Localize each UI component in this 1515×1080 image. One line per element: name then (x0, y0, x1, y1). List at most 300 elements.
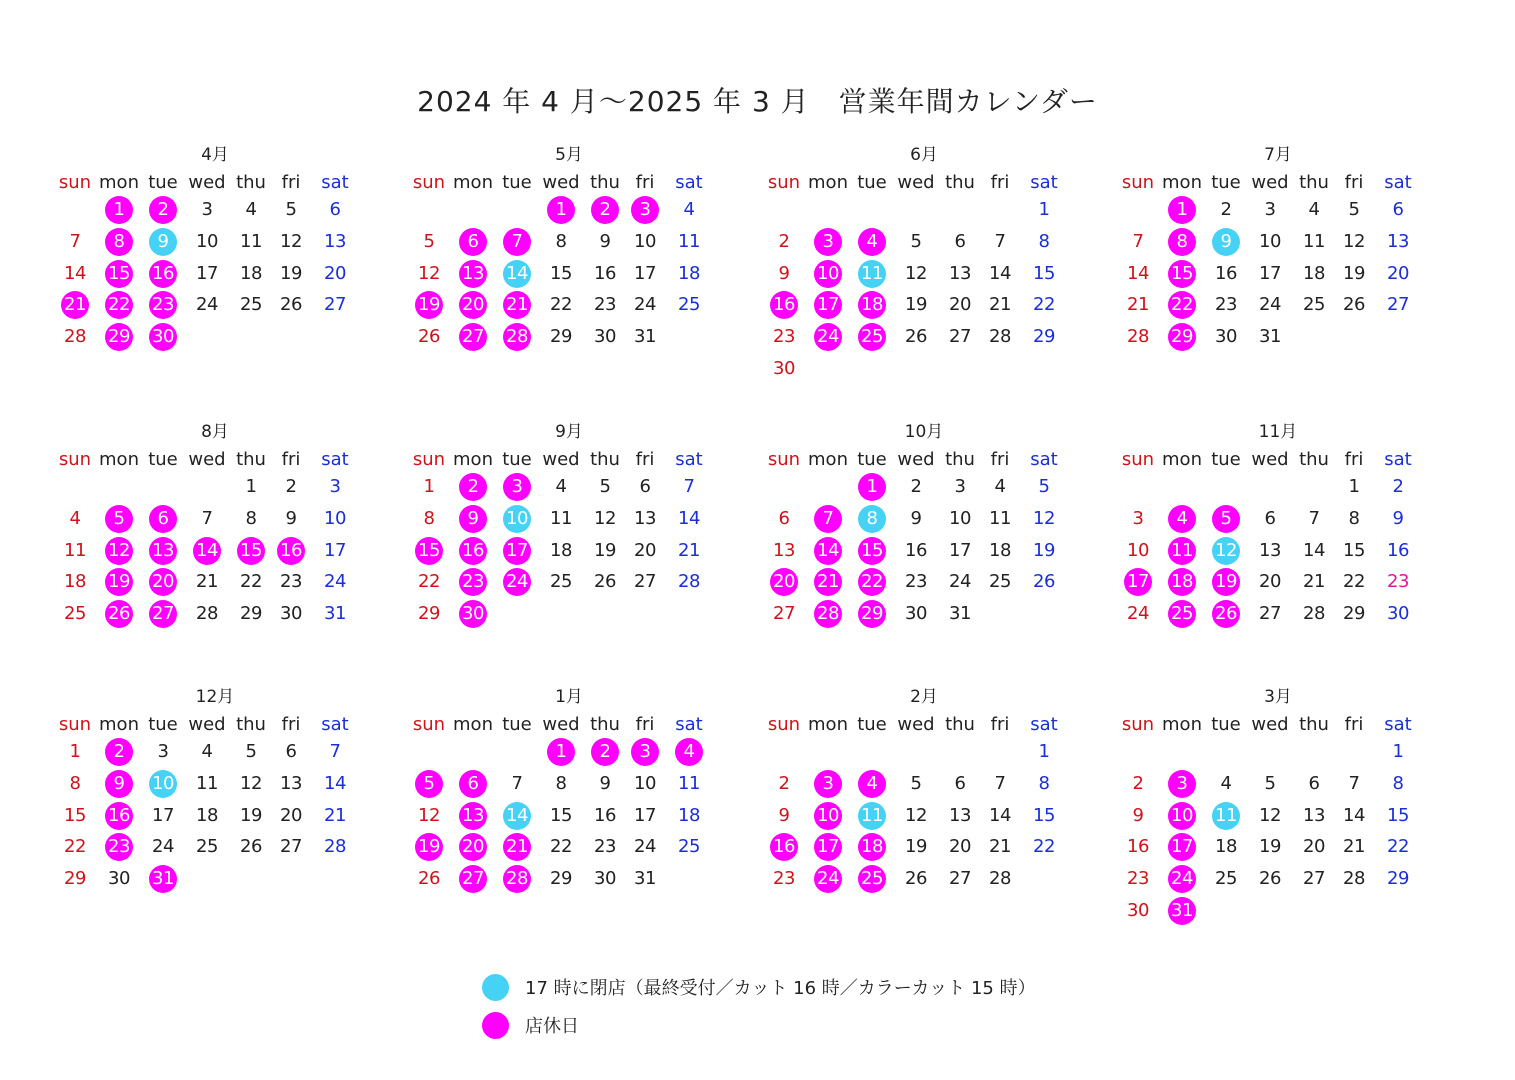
day-cell: 15 (1168, 260, 1196, 288)
day-cell: 14 (193, 537, 221, 565)
day-cell: 7 (503, 228, 531, 256)
day-cell: 9 (599, 772, 611, 794)
day-cell: 1 (1392, 741, 1404, 762)
day-cell: 8 (69, 772, 81, 794)
day-cell: 13 (949, 804, 971, 826)
day-cell: 30 (905, 603, 927, 625)
day-cell: 12 (418, 804, 440, 826)
day-cell: 15 (1343, 539, 1365, 561)
day-cell: 16 (905, 539, 927, 561)
day-cell: 23 (459, 568, 487, 596)
weekday-sun: sun (412, 449, 446, 470)
day-cell: 19 (415, 291, 443, 319)
day-cell: 11 (1303, 230, 1325, 252)
day-cell: 7 (814, 505, 842, 533)
day-cell: 29 (105, 323, 133, 351)
day-cell: 21 (1343, 836, 1365, 858)
day-cell: 5 (1348, 199, 1360, 220)
day-cell: 25 (196, 836, 218, 858)
day-cell: 11 (196, 772, 218, 794)
day-cell: 18 (240, 262, 262, 284)
weekday-tue: tue (1211, 714, 1241, 735)
legend-early-text: 17 時に閉店（最終受付／カット 16 時／カラーカット 15 時） (525, 978, 1036, 999)
day-cell: 14 (503, 260, 531, 288)
day-cell: 4 (675, 738, 703, 766)
weekday-fri: fri (990, 172, 1010, 193)
day-cell: 9 (778, 804, 790, 826)
weekday-tue: tue (1211, 172, 1241, 193)
day-cell: 4 (555, 476, 567, 497)
day-cell: 6 (149, 505, 177, 533)
day-cell: 19 (1343, 262, 1365, 284)
day-cell: 27 (773, 603, 795, 625)
day-cell: 20 (459, 291, 487, 319)
day-cell: 23 (1127, 868, 1149, 890)
day-cell: 12 (1259, 804, 1281, 826)
day-cell: 2 (591, 738, 619, 766)
day-cell: 22 (858, 568, 886, 596)
day-cell: 28 (989, 326, 1011, 348)
day-cell: 14 (814, 537, 842, 565)
day-cell: 27 (1303, 868, 1325, 890)
weekday-wed: wed (542, 172, 580, 193)
weekday-wed: wed (1251, 449, 1289, 470)
day-cell: 19 (905, 294, 927, 316)
day-cell: 6 (1392, 199, 1404, 220)
day-cell: 1 (105, 196, 133, 224)
day-cell: 21 (196, 571, 218, 593)
day-cell: 6 (1308, 772, 1320, 794)
day-cell: 22 (1033, 294, 1055, 316)
day-cell: 13 (459, 802, 487, 830)
weekday-mon: mon (99, 449, 139, 470)
day-cell: 6 (329, 199, 341, 220)
day-cell: 3 (814, 228, 842, 256)
day-cell: 9 (149, 228, 177, 256)
day-cell: 7 (201, 507, 213, 529)
month-name: 11月 (1258, 422, 1298, 442)
day-cell: 22 (1033, 836, 1055, 858)
day-cell: 10 (196, 230, 218, 252)
day-cell: 5 (599, 476, 611, 497)
day-cell: 6 (778, 507, 790, 529)
day-cell: 2 (285, 476, 297, 497)
weekday-tue: tue (857, 714, 887, 735)
weekday-wed: wed (188, 449, 226, 470)
day-cell: 14 (1127, 262, 1149, 284)
weekday-sat: sat (321, 172, 349, 193)
weekday-wed: wed (1251, 172, 1289, 193)
day-cell: 27 (1387, 294, 1409, 316)
day-cell: 16 (1215, 262, 1237, 284)
day-cell: 15 (105, 260, 133, 288)
day-cell: 31 (634, 326, 656, 348)
weekday-sat: sat (675, 714, 703, 735)
day-cell: 18 (989, 539, 1011, 561)
day-cell: 5 (423, 230, 435, 252)
month-name: 2月 (910, 687, 938, 707)
day-cell: 2 (778, 772, 790, 794)
day-cell: 31 (634, 868, 656, 890)
day-cell: 14 (324, 772, 346, 794)
day-cell: 30 (108, 868, 130, 890)
day-cell: 11 (1168, 537, 1196, 565)
day-cell: 3 (157, 741, 169, 762)
day-cell: 22 (105, 291, 133, 319)
day-cell: 10 (1127, 539, 1149, 561)
day-cell: 16 (459, 537, 487, 565)
day-cell: 3 (503, 473, 531, 501)
day-cell: 17 (634, 804, 656, 826)
weekday-mon: mon (1162, 449, 1202, 470)
day-cell: 30 (773, 358, 795, 379)
day-cell: 8 (245, 507, 257, 529)
weekday-fri: fri (635, 172, 655, 193)
day-cell: 13 (1387, 230, 1409, 252)
day-cell: 1 (69, 741, 81, 762)
day-cell: 30 (280, 603, 302, 625)
month-name: 3月 (1264, 687, 1292, 707)
day-cell: 7 (1308, 507, 1320, 529)
day-cell: 18 (858, 833, 886, 861)
day-cell: 27 (459, 865, 487, 893)
day-cell: 10 (324, 507, 346, 529)
weekday-mon: mon (453, 714, 493, 735)
day-cell: 13 (634, 507, 656, 529)
day-cell: 29 (858, 600, 886, 628)
weekday-sun: sun (767, 714, 801, 735)
day-cell: 3 (814, 770, 842, 798)
day-cell: 6 (285, 741, 297, 762)
day-cell: 30 (149, 323, 177, 351)
day-cell: 31 (1168, 897, 1196, 925)
day-cell: 2 (1220, 199, 1232, 220)
day-cell: 6 (459, 770, 487, 798)
day-cell: 1 (858, 473, 886, 501)
day-cell: 19 (240, 804, 262, 826)
day-cell: 7 (683, 476, 695, 497)
day-cell: 27 (634, 571, 656, 593)
cyan-dot-icon (482, 974, 509, 1001)
month-name: 8月 (201, 422, 229, 442)
day-cell: 29 (550, 326, 572, 348)
day-cell: 26 (905, 868, 927, 890)
day-cell: 9 (1212, 228, 1240, 256)
weekday-fri: fri (635, 714, 655, 735)
day-cell: 23 (105, 833, 133, 861)
month-name: 10月 (904, 422, 944, 442)
day-cell: 15 (237, 537, 265, 565)
day-cell: 30 (594, 326, 616, 348)
day-cell: 18 (550, 539, 572, 561)
weekday-tue: tue (502, 449, 532, 470)
day-cell: 13 (949, 262, 971, 284)
day-cell: 15 (1033, 262, 1055, 284)
day-cell: 9 (105, 770, 133, 798)
day-cell: 18 (64, 571, 86, 593)
day-cell: 11 (678, 230, 700, 252)
weekday-wed: wed (1251, 714, 1289, 735)
month-name: 6月 (910, 145, 938, 165)
day-cell: 13 (1303, 804, 1325, 826)
day-cell: 14 (64, 262, 86, 284)
day-cell: 26 (105, 600, 133, 628)
weekday-sat: sat (321, 714, 349, 735)
weekday-fri: fri (990, 449, 1010, 470)
day-cell: 11 (550, 507, 572, 529)
day-cell: 22 (418, 571, 440, 593)
day-cell: 16 (277, 537, 305, 565)
month-name: 1月 (555, 687, 583, 707)
day-cell: 4 (1168, 505, 1196, 533)
day-cell: 13 (324, 230, 346, 252)
day-cell: 3 (1168, 770, 1196, 798)
day-cell: 1 (245, 476, 257, 497)
day-cell: 21 (1303, 571, 1325, 593)
day-cell: 2 (1392, 476, 1404, 497)
day-cell: 24 (324, 571, 346, 593)
weekday-sun: sun (767, 172, 801, 193)
day-cell: 17 (324, 539, 346, 561)
day-cell: 3 (1264, 199, 1276, 220)
day-cell: 25 (1168, 600, 1196, 628)
day-cell: 29 (418, 603, 440, 625)
day-cell: 4 (858, 770, 886, 798)
day-cell: 12 (1033, 507, 1055, 529)
day-cell: 1 (1038, 741, 1050, 762)
day-cell: 10 (1168, 802, 1196, 830)
day-cell: 19 (1033, 539, 1055, 561)
day-cell: 18 (1215, 836, 1237, 858)
day-cell: 25 (858, 323, 886, 351)
weekday-tue: tue (148, 449, 178, 470)
day-cell: 6 (1264, 507, 1276, 529)
day-cell: 1 (1168, 196, 1196, 224)
month-name: 5月 (555, 145, 583, 165)
day-cell: 9 (910, 507, 922, 529)
day-cell: 15 (550, 262, 572, 284)
weekday-thu: thu (236, 449, 266, 470)
day-cell: 20 (280, 804, 302, 826)
weekday-thu: thu (590, 714, 620, 735)
weekday-sun: sun (1121, 714, 1155, 735)
day-cell: 8 (555, 772, 567, 794)
day-cell: 19 (280, 262, 302, 284)
day-cell: 26 (1033, 571, 1055, 593)
day-cell: 25 (678, 836, 700, 858)
legend-closed-day (482, 1010, 579, 1040)
day-cell: 29 (1387, 868, 1409, 890)
weekday-fri: fri (1344, 449, 1364, 470)
day-cell: 26 (1259, 868, 1281, 890)
day-cell: 16 (1127, 836, 1149, 858)
day-cell: 5 (245, 741, 257, 762)
day-cell: 26 (905, 326, 927, 348)
day-cell: 23 (1215, 294, 1237, 316)
day-cell: 19 (1259, 836, 1281, 858)
weekday-wed: wed (897, 714, 935, 735)
day-cell: 8 (105, 228, 133, 256)
day-cell: 10 (814, 802, 842, 830)
day-cell: 1 (547, 196, 575, 224)
day-cell: 23 (905, 571, 927, 593)
day-cell: 21 (324, 804, 346, 826)
day-cell: 14 (1343, 804, 1365, 826)
day-cell: 24 (196, 294, 218, 316)
day-cell: 4 (994, 476, 1006, 497)
day-cell: 24 (634, 836, 656, 858)
day-cell: 12 (240, 772, 262, 794)
day-cell: 30 (1215, 326, 1237, 348)
day-cell: 17 (949, 539, 971, 561)
day-cell: 29 (64, 868, 86, 890)
day-cell: 4 (201, 741, 213, 762)
day-cell: 1 (547, 738, 575, 766)
day-cell: 28 (324, 836, 346, 858)
weekday-sun: sun (58, 449, 92, 470)
weekday-thu: thu (236, 172, 266, 193)
day-cell: 10 (149, 770, 177, 798)
day-cell: 8 (555, 230, 567, 252)
weekday-sun: sun (767, 449, 801, 470)
day-cell: 6 (954, 772, 966, 794)
day-cell: 25 (64, 603, 86, 625)
day-cell: 13 (459, 260, 487, 288)
day-cell: 22 (1168, 291, 1196, 319)
day-cell: 5 (285, 199, 297, 220)
day-cell: 21 (503, 833, 531, 861)
day-cell: 7 (994, 230, 1006, 252)
weekday-sun: sun (1121, 449, 1155, 470)
day-cell: 18 (858, 291, 886, 319)
day-cell: 9 (1392, 507, 1404, 529)
day-cell: 10 (634, 230, 656, 252)
weekday-sun: sun (58, 172, 92, 193)
day-cell: 9 (599, 230, 611, 252)
day-cell: 12 (418, 262, 440, 284)
weekday-tue: tue (148, 172, 178, 193)
day-cell: 15 (64, 804, 86, 826)
weekday-thu: thu (1299, 714, 1329, 735)
weekday-thu: thu (1299, 449, 1329, 470)
day-cell: 14 (678, 507, 700, 529)
day-cell: 18 (196, 804, 218, 826)
day-cell: 8 (1392, 772, 1404, 794)
day-cell: 24 (814, 323, 842, 351)
day-cell: 5 (1212, 505, 1240, 533)
day-cell: 31 (149, 865, 177, 893)
weekday-tue: tue (148, 714, 178, 735)
day-cell: 26 (280, 294, 302, 316)
month-name: 12月 (195, 687, 235, 707)
day-cell: 10 (949, 507, 971, 529)
weekday-thu: thu (945, 714, 975, 735)
day-cell: 15 (415, 537, 443, 565)
day-cell: 19 (415, 833, 443, 861)
weekday-sun: sun (412, 714, 446, 735)
day-cell: 4 (245, 199, 257, 220)
weekday-fri: fri (281, 714, 301, 735)
day-cell: 26 (594, 571, 616, 593)
day-cell: 23 (594, 294, 616, 316)
day-cell: 17 (1259, 262, 1281, 284)
day-cell: 26 (1212, 600, 1240, 628)
weekday-wed: wed (542, 714, 580, 735)
day-cell: 23 (594, 836, 616, 858)
legend-closed-text: 店休日 (525, 1016, 579, 1037)
day-cell: 11 (989, 507, 1011, 529)
day-cell: 11 (64, 539, 86, 561)
day-cell: 8 (1038, 772, 1050, 794)
day-cell: 28 (503, 323, 531, 351)
weekday-mon: mon (453, 172, 493, 193)
day-cell: 21 (678, 539, 700, 561)
weekday-tue: tue (857, 449, 887, 470)
day-cell: 5 (1038, 476, 1050, 497)
day-cell: 5 (910, 230, 922, 252)
weekday-sat: sat (321, 449, 349, 470)
day-cell: 19 (905, 836, 927, 858)
magenta-dot-icon (482, 1012, 509, 1039)
day-cell: 4 (1220, 772, 1232, 794)
month-name: 9月 (555, 422, 583, 442)
day-cell: 2 (149, 196, 177, 224)
weekday-thu: thu (590, 172, 620, 193)
day-cell: 12 (594, 507, 616, 529)
day-cell: 29 (1168, 323, 1196, 351)
weekday-thu: thu (945, 172, 975, 193)
day-cell: 22 (550, 294, 572, 316)
day-cell: 20 (459, 833, 487, 861)
day-cell: 28 (196, 603, 218, 625)
day-cell: 9 (459, 505, 487, 533)
day-cell: 22 (1387, 836, 1409, 858)
day-cell: 16 (770, 833, 798, 861)
day-cell: 24 (1127, 603, 1149, 625)
day-cell: 18 (1168, 568, 1196, 596)
day-cell: 13 (280, 772, 302, 794)
day-cell: 5 (415, 770, 443, 798)
day-cell: 30 (1387, 603, 1409, 625)
legend-early-closing (482, 972, 1036, 1002)
weekday-fri: fri (990, 714, 1010, 735)
day-cell: 14 (503, 802, 531, 830)
weekday-sun: sun (1121, 172, 1155, 193)
weekday-mon: mon (808, 449, 848, 470)
day-cell: 7 (511, 772, 523, 794)
day-cell: 3 (1132, 507, 1144, 529)
weekday-mon: mon (808, 172, 848, 193)
day-cell: 25 (858, 865, 886, 893)
day-cell: 13 (1259, 539, 1281, 561)
weekday-tue: tue (502, 714, 532, 735)
day-cell: 25 (989, 571, 1011, 593)
weekday-tue: tue (502, 172, 532, 193)
day-cell: 25 (240, 294, 262, 316)
weekday-sun: sun (58, 714, 92, 735)
day-cell: 16 (594, 804, 616, 826)
day-cell: 13 (773, 539, 795, 561)
day-cell: 11 (858, 802, 886, 830)
weekday-sat: sat (675, 172, 703, 193)
weekday-sat: sat (1030, 449, 1058, 470)
day-cell: 4 (69, 507, 81, 529)
day-cell: 3 (954, 476, 966, 497)
day-cell: 28 (814, 600, 842, 628)
weekday-wed: wed (188, 172, 226, 193)
day-cell: 21 (814, 568, 842, 596)
day-cell: 4 (683, 199, 695, 220)
